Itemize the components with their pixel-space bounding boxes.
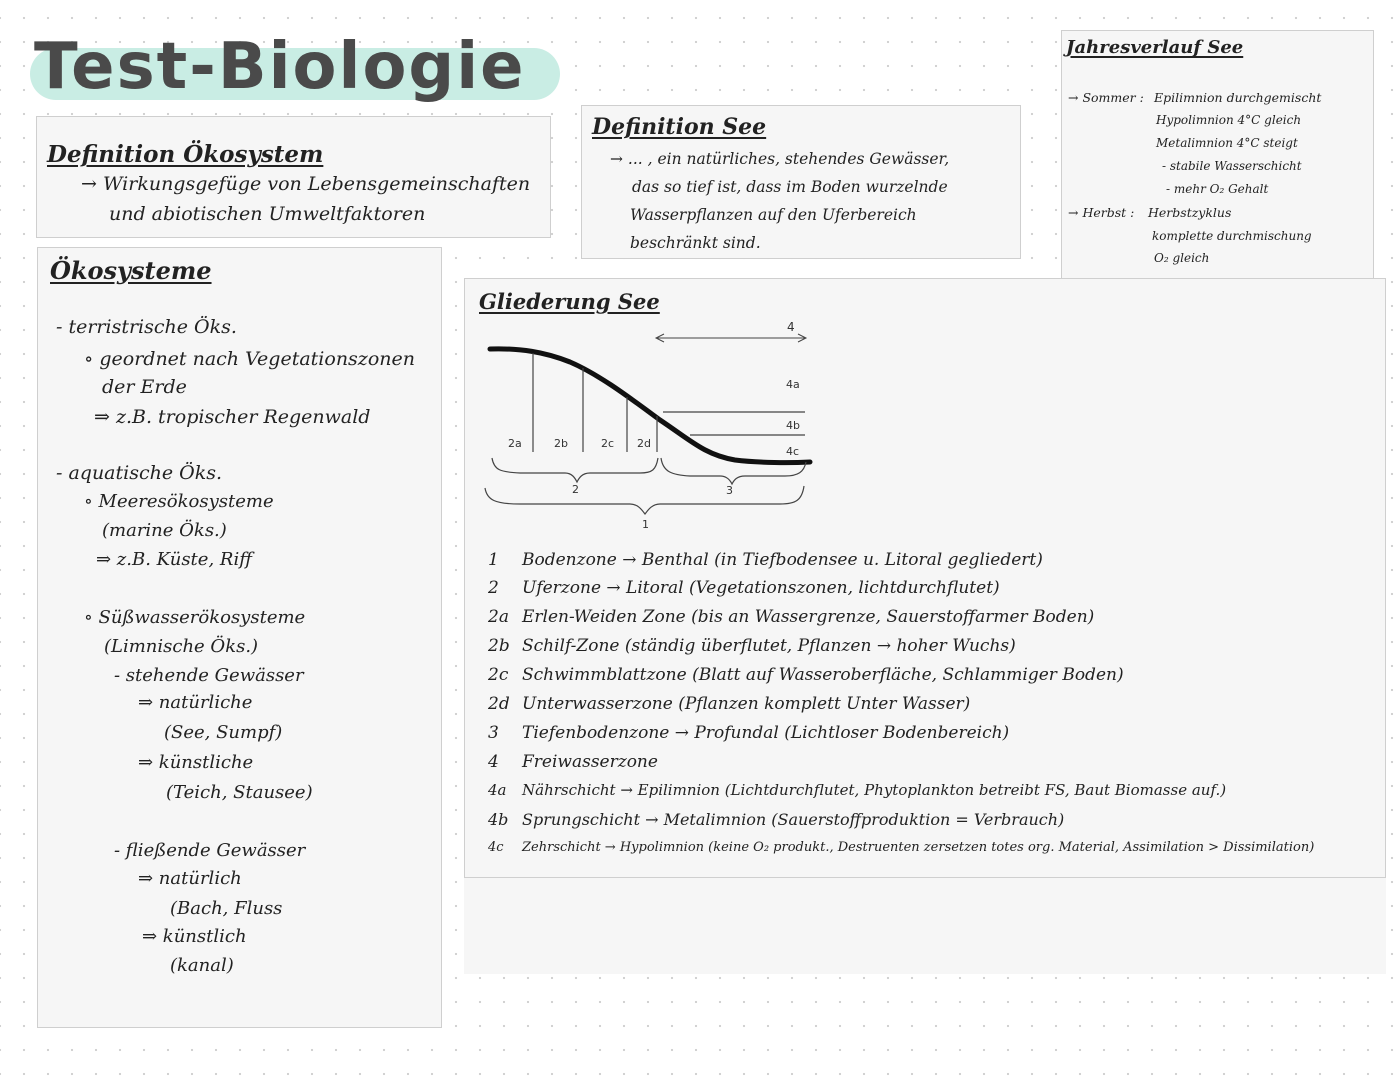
brace-1 xyxy=(485,486,804,514)
legend-text: Schilf-Zone (ständig überflutet, Pflanzen → hoher Wuchs) xyxy=(522,636,1016,656)
legend-row xyxy=(488,607,1094,627)
legend-row xyxy=(488,694,970,714)
season-label-sommer: → Sommer : xyxy=(1068,90,1144,105)
legend-number: 4 xyxy=(488,752,499,772)
label-4: 4 xyxy=(787,320,795,334)
legend-text: Tiefenbodenzone → Profundal (Lichtloser Bodenbereich) xyxy=(522,723,1010,743)
oeks-item: ⇒ z.B. tropischer Regenwald xyxy=(94,406,371,428)
definition-see-line: → ... , ein natürliches, stehendes Gewässer, xyxy=(610,150,950,168)
season-line: Epilimnion durchgemischt xyxy=(1154,90,1322,105)
season-line: - stabile Wasserschicht xyxy=(1162,159,1302,173)
oeks-item: ⇒ künstlich xyxy=(142,926,247,947)
jahresverlauf-heading: Jahresverlauf See xyxy=(1066,37,1244,58)
legend-row xyxy=(488,840,1314,855)
oeks-item: ⇒ natürlich xyxy=(138,868,242,889)
oekosysteme-heading: Ökosysteme xyxy=(50,256,212,285)
label-4c: 4c xyxy=(786,445,800,458)
legend-row xyxy=(488,636,1016,656)
label-3: 3 xyxy=(726,484,733,497)
legend-text: Unterwasserzone (Pflanzen komplett Unter Wasser) xyxy=(522,694,971,714)
legend-number: 2c xyxy=(488,665,509,685)
legend-row xyxy=(488,578,1000,598)
legend-number: 3 xyxy=(488,723,499,743)
legend-number: 4b xyxy=(488,810,509,829)
oeks-item: ⇒ z.B. Küste, Riff xyxy=(96,549,252,570)
label-4b: 4b xyxy=(786,419,800,432)
oeks-item: - fließende Gewässer xyxy=(114,840,306,861)
definition-oekosystem-line: → Wirkungsgefüge von Lebensgemeinschaften xyxy=(81,173,531,195)
legend-number: 1 xyxy=(488,550,499,570)
definition-see-line: Wasserpflanzen auf den Uferbereich xyxy=(630,206,917,224)
label-2d: 2d xyxy=(637,437,651,450)
legend-number: 2b xyxy=(488,636,510,656)
oeks-item: ⇒ künstliche xyxy=(138,752,254,773)
legend-row xyxy=(488,752,658,772)
oeks-item: ∘ Süßwasserökosysteme xyxy=(84,607,306,628)
legend-text: Freiwasserzone xyxy=(522,752,658,772)
legend-row xyxy=(488,781,1226,799)
label-2c: 2c xyxy=(601,437,615,450)
season-line: Herbstzyklus xyxy=(1148,205,1232,220)
legend-row xyxy=(488,723,1009,743)
legend-number: 4a xyxy=(488,781,507,799)
definition-see-line: das so tief ist, dass im Boden wurzelnde xyxy=(632,178,948,196)
legend-text: Nährschicht → Epilimnion (Lichtdurchflutet, Phytoplankton betreibt FS, Baut Biomasse auf.) xyxy=(522,781,1227,799)
legend-text: Bodenzone → Benthal (in Tiefbodensee u. Litoral gegliedert) xyxy=(522,550,1043,570)
legend-number: 2d xyxy=(488,694,510,714)
definition-see-heading: Definition See xyxy=(592,114,767,140)
oeks-item: (See, Sumpf) xyxy=(164,722,283,743)
season-line: O₂ gleich xyxy=(1154,251,1210,265)
definition-oekosystem-heading: Definition Ökosystem xyxy=(47,141,324,168)
legend-row xyxy=(488,665,1124,685)
oeks-item: (marine Öks.) xyxy=(102,520,227,541)
oeks-item: (Teich, Stausee) xyxy=(166,782,313,803)
oeks-item: der Erde xyxy=(102,376,187,398)
oeks-item: (Limnische Öks.) xyxy=(104,636,259,657)
season-label-herbst: → Herbst : xyxy=(1068,205,1135,220)
season-line: Hypolimnion 4°C gleich xyxy=(1156,113,1302,127)
legend-number: 4c xyxy=(488,840,504,855)
legend-text: Zehrschicht → Hypolimnion (keine O₂ produkt., Destruenten zersetzen totes org. Material, Assimilation > Dissimilation) xyxy=(522,840,1315,855)
legend-text: Uferzone → Litoral (Vegetationszonen, lichtdurchflutet) xyxy=(522,578,1000,598)
page-title: Test-Biologie xyxy=(34,30,526,104)
legend-number: 2 xyxy=(488,578,499,598)
legend-text: Schwimmblattzone (Blatt auf Wasseroberfläche, Schlammiger Boden) xyxy=(522,665,1124,685)
season-line: - mehr O₂ Gehalt xyxy=(1166,182,1269,196)
label-1: 1 xyxy=(642,518,649,531)
legend-row xyxy=(488,810,1064,829)
oeks-item: (Bach, Fluss xyxy=(170,898,283,919)
label-2: 2 xyxy=(572,483,579,496)
oeks-item: - stehende Gewässer xyxy=(114,665,304,686)
gliederung-heading: Gliederung See xyxy=(479,289,660,314)
oeks-item: ∘ geordnet nach Vegetationszonen xyxy=(84,348,415,370)
oeks-item: - aquatische Öks. xyxy=(56,462,223,484)
oeks-item: - terristrische Öks. xyxy=(56,316,237,338)
legend-number: 2a xyxy=(488,607,509,627)
oeks-item: ⇒ natürliche xyxy=(138,692,253,713)
legend-row xyxy=(488,550,1043,570)
definition-see-line: beschränkt sind. xyxy=(630,234,761,252)
season-line: Metalimnion 4°C steigt xyxy=(1156,136,1298,150)
legend-text: Sprungschicht → Metalimnion (Sauerstoffproduktion = Verbrauch) xyxy=(522,810,1065,829)
label-2a: 2a xyxy=(508,437,522,450)
label-2b: 2b xyxy=(554,437,568,450)
legend-text: Erlen-Weiden Zone (bis an Wassergrenze, Sauerstoffarmer Boden) xyxy=(522,607,1095,627)
definition-oekosystem-line: und abiotischen Umweltfaktoren xyxy=(109,203,426,225)
brace-2 xyxy=(492,458,658,482)
oeks-item: (kanal) xyxy=(170,955,234,976)
label-4a: 4a xyxy=(786,378,800,391)
oeks-item: ∘ Meeresökosysteme xyxy=(84,491,274,512)
season-line: komplette durchmischung xyxy=(1152,229,1312,243)
